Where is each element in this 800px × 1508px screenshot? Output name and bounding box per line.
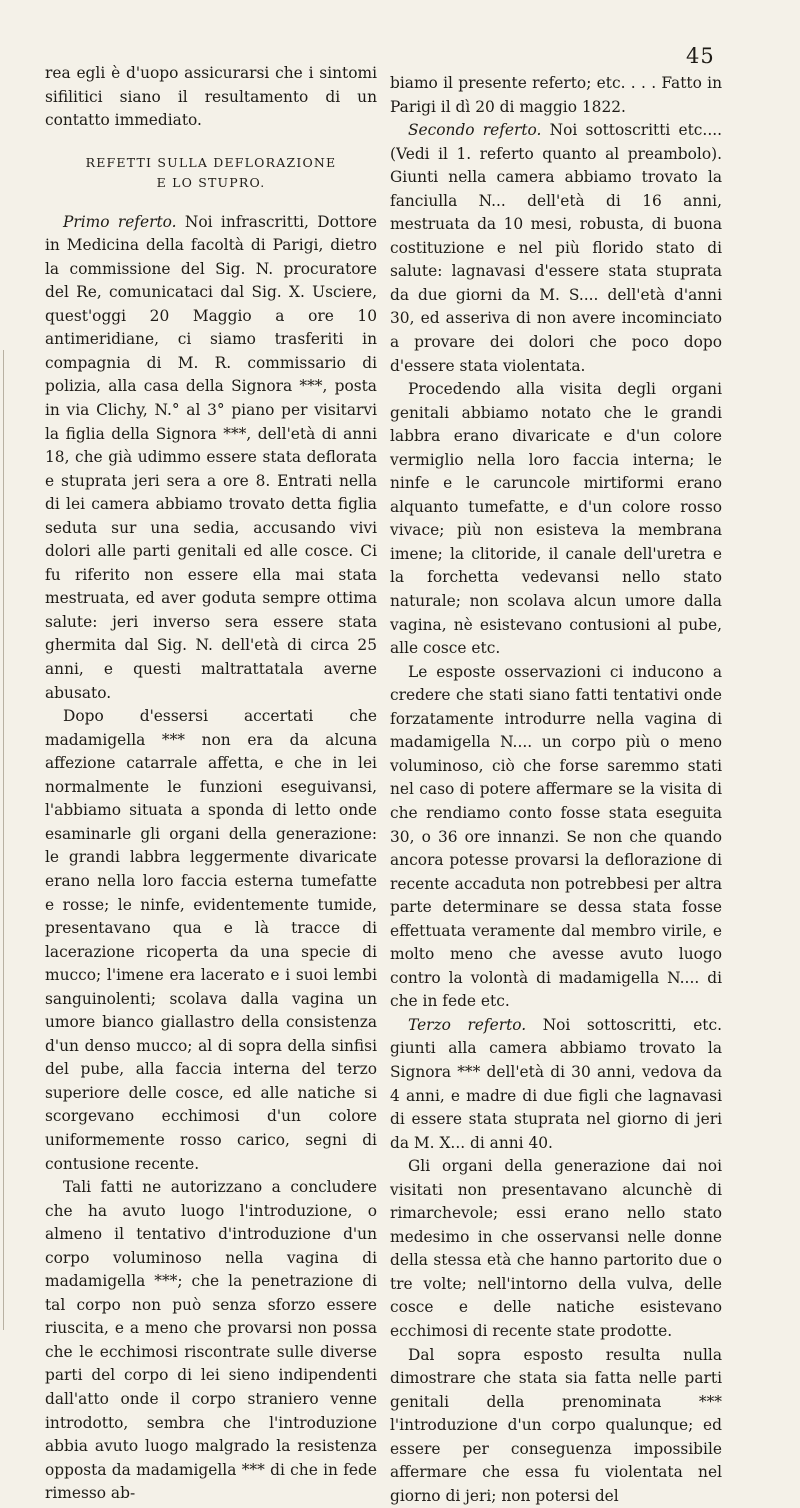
terzo-referto-label: Terzo referto. [408, 1015, 527, 1034]
section-heading-line-2: E LO STUPRO. [156, 174, 266, 190]
section-heading [45, 153, 377, 193]
primo-referto-text: Noi infrascritti, Dottore in Medicina della facoltà di Parigi, dietro la commissione del Sig. N. procuratore del Re, comunicataci dal Sig. X. Usciere, quest'oggi 20 Maggio a ore 10 antimeridiane, ci siamo trasferiti in compagnia di M. R. commissario di polizia, alla casa della Signora ***, posta in via Clichy, N.° al 3° piano per visitarvi la figlia della Signora ***, dell'età di anni 18, che già udimmo essere stata deflorata e stuprata jeri sera a ore 8. Entrati nella di lei camera abbiamo trovato detta figlia seduta sur una sedia, accusando vivi dolori alle parti genitali ed alle cosce. Ci fu riferito non essere ella mai stata mestruata, ed aver goduta sempre ottima salute: jeri inverso sera essere stata ghermita dal Sig. N. dell'età di circa 25 anni, e questi maltrattatala averne abusato. [45, 212, 377, 702]
paragraph-examination: Dopo d'essersi accertati che madamigella *** non era da alcuna affezione catarrale affetta, e che in lei normalmente le funzioni eseguivansi, l'abbiamo situata a sponda di letto onde esaminarle gli organi della generazione: le grandi labbra leggermente divaricate erano nella loro faccia esterna tumefatte e rosse; le ninfe, evidentemente tumide, presentavano qua e là tracce di lacerazione ricoperta da una specie di mucco; l'imene era lacerato e i suoi lembi sanguinolenti; scolava dalla vagina un umore bianco giallastro della consistenza d'un denso mucco; al di sopra della sinfisi del pube, alla faccia interna del terzo superiore delle cosce, ed alle natiche si scorgevano ecchimosi d'un colore uniformemente rosso carico, segni di contusione recente. [45, 707, 377, 1173]
section-heading-line-1: REFETTI SULLA DEFLORAZIONE [85, 154, 337, 170]
primo-referto-paragraph [45, 211, 377, 705]
primo-referto-label: Primo referto. [63, 212, 177, 231]
paragraph-conclusion: Tali fatti ne autorizzano a concludere che ha avuto luogo l'introduzione, o almeno il tentativo d'introduzione d'un corpo voluminoso nella vagina di madamigella ***; che la penetrazione di tal corpo non può senza sforzo essere riuscita, e a meno che provarsi non possa che le ecchimosi riscontrate sulle diverse parti del corpo di lei sieno indipendenti dall'atto onde il corpo straniero venne introdotto, sembra che l'introduzione abbia avuto luogo malgrado la resistenza opposta da madamigella *** di che in fede rimesso ab- [45, 1178, 377, 1503]
page-number: 45 [686, 44, 715, 68]
paragraph-visit: Procedendo alla visita degli organi genitali abbiamo notato che le grandi labbra erano divaricate e d'un colore vermiglio nella loro faccia interna; le ninfe e le caruncole mirtiformi erano alquanto tumefatte, e d'un colore rosso vivace; più non esisteva la membrana imene; la clitoride, il canale dell'uretra e la forchetta vedevansi nello stato naturale; non scolava alcun umore dalla vagina, nè esistevano contusioni al pube, alle cosce etc. [390, 380, 722, 658]
left-column [45, 62, 377, 1506]
paragraph-result: Dal sopra esposto resulta nulla dimostrare che stata sia fatta nelle parti genitali della prenominata *** l'introduzione d'un corpo qualunque; ed essere per conseguenza impossibile affermare che essa fu violentata nel giorno di jeri; non potersi del [390, 1345, 722, 1505]
right-column [390, 72, 722, 1508]
paragraph-observations: Le esposte osservazioni ci inducono a credere che stati siano fatti tentativi onde forzatamente introdurre nella vagina di madamigella N.... un corpo più o meno voluminoso, ciò che forse saremmo stati nel caso di potere affermare se la visita di che rendiamo conto fosse stata eseguita 30, o 36 ore innanzi. Se non che quando ancora potesse provarsi la deflorazione di recente accaduta non potrebbesi per altra parte determinare se dessa stata fosse effettuata veramente dal membro virile, e molto meno che avesse avuto luogo contro la volontà di madamigella N.... di che in fede etc. [390, 662, 722, 1011]
secondo-referto-label: Secondo referto. [408, 121, 542, 140]
terzo-referto-paragraph [390, 1014, 722, 1155]
secondo-referto-text: Noi sottoscritti etc.... (Vedi il 1. referto quanto al preambolo). Giunti nella camera abbiamo trovato la fanciulla N... dell'età di 16 anni, mestruata da 10 mesi, robusta, di buona costituzione e nel più florido stato di salute: lagnavasi d'essere stata stuprata da due giorni da M. S.... dell'età d'anni 30, ed asseriva di non avere incominciato a provare dei dolori che poco dopo d'essere stata violentata. [390, 121, 722, 375]
intro-paragraph: rea egli è d'uopo assicurarsi che i sintomi sifilitici siano il resultamento di un contatto immediato. [45, 64, 377, 130]
paragraph-organs: Gli organi della generazione dai noi visitati non presentavano alcunchè di rimarchevole; essi erano nello stato medesimo in che osservansi nelle donne della stessa età che hanno partorito due o tre volte; nell'intorno della vulva, delle cosce e delle natiche esistevano ecchimosi di recente state prodotte. [390, 1157, 722, 1340]
secondo-referto-paragraph [390, 119, 722, 378]
terzo-referto-text: Noi sottoscritti, etc. giunti alla camera abbiamo trovato la Signora *** dell'età di 30 anni, vedova da 4 anni, e madre di due figli che lagnavasi di essere stata stuprata nel giorno di jeri da M. X... di anni 40. [390, 1015, 722, 1152]
continuation-paragraph: biamo il presente referto; etc. . . . Fatto in Parigi il dì 20 di maggio 1822. [390, 74, 722, 116]
page-edge-shadow [3, 350, 4, 1330]
